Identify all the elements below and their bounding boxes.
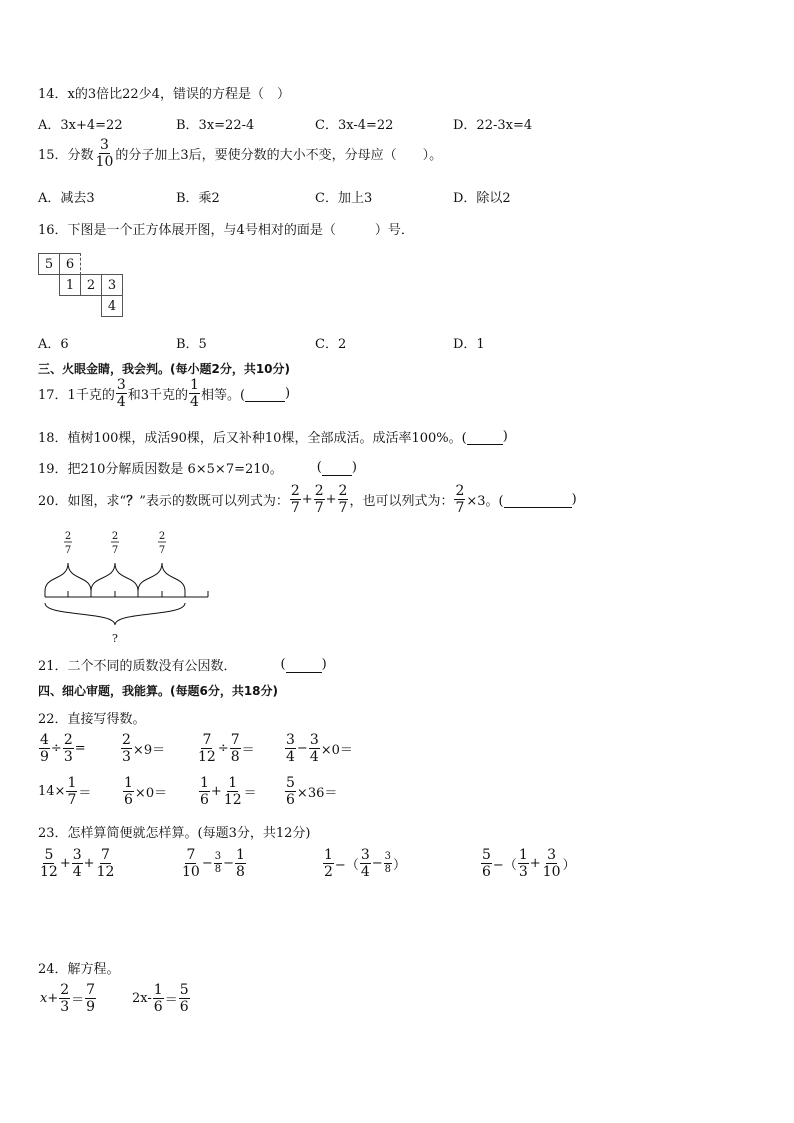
q23-stem: 23．怎样算简便就怎样算。(每题3分，共12分) [38,826,311,841]
q24-stem: 24．解方程。 [38,962,120,977]
q17-fraction-2: $\frac{1}{4}$ [190,377,199,410]
q15-option-c[interactable]: C．加上3 [315,191,373,206]
brace-label-2-numerator: 2 [111,531,119,542]
q14-option-a[interactable]: A．3x+4=22 [38,118,123,133]
q22-item-6: $\frac{1}{6}$ ×0＝ [124,775,168,808]
q22-stem: 22．直接写得数。 [38,712,146,727]
q15-option-d[interactable]: D．除以2 [453,191,511,206]
q20 [38,484,577,515]
q21-text: 21．二个不同的质数没有公因数． [38,659,237,674]
brace-label-3-numerator: 2 [158,531,166,542]
q15-stem [38,138,442,169]
q17-text-b: 和3千克的 [127,388,189,403]
q20-text-c: ，也可以列式为： [349,494,454,509]
q16-option-a[interactable]: A．6 [38,337,69,352]
section-4-heading: 四、细心审题，我能算。(每题6分，共18分) [38,684,279,698]
q21 [38,655,327,674]
q14-option-b[interactable]: B．3x=22-4 [176,118,255,133]
q21-answer-blank[interactable] [286,657,322,673]
q17-text-a: 17．1千克的 [38,388,115,403]
q20-close: ) [571,492,577,507]
brace-label-2-denominator: 7 [111,545,119,556]
q17-text-c: 相等。( [200,388,246,403]
q18-answer-blank[interactable] [467,429,503,445]
top-brace-2 [91,563,138,591]
q20-fraction-4: $\frac{2}{7}$ [455,483,465,516]
q14-option-d[interactable]: D．22-3x=4 [453,118,533,133]
q21-open: ( [280,657,286,672]
net-face-6: 6 [59,253,81,275]
number-line-ticks [45,591,208,597]
bottom-brace [45,603,185,625]
q23-expression-3: $\frac{1}{2}$ −（ $\frac{3}{4}$ − $\frac{3}{8}$ ） [324,847,407,880]
top-brace-1 [45,563,91,591]
q20-text-a: 20．如图，求“ [38,494,127,509]
brace-number-line-figure [38,525,218,650]
q16-stem: 16．下图是一个正方体展开图，与4号相对的面是（ ）号． [38,223,414,238]
q15-option-a[interactable]: A．减去3 [38,191,95,206]
q20-text-b: ”表示的数既可以列式为： [139,494,289,509]
net-face-3: 3 [101,274,123,296]
q19-text: 19．把210分解质因数是 6×5×7=210。 [38,462,283,477]
q20-question-mark: ？ [126,494,140,509]
q16-option-c[interactable]: C．2 [315,337,347,352]
q22-item-8: $\frac{5}{6}$ ×36＝ [286,775,338,808]
q20-answer-blank[interactable] [504,492,572,508]
q19 [38,458,357,477]
q21-close: ) [321,657,327,672]
q19-open: ( [316,460,322,475]
q17-fraction-1: $\frac{3}{4}$ [116,377,126,410]
q24-equation-1: x+ $\frac{2}{3}$ ＝ $\frac{7}{9}$ [40,982,96,1015]
q16-option-d[interactable]: D．1 [453,337,485,352]
brace-label-1-denominator: 7 [64,545,72,556]
q15-option-b[interactable]: B．乘2 [176,191,220,206]
q20-fraction-1: $\frac{2}{7}$ [290,483,300,516]
q19-close: ) [351,460,357,475]
q23-expression-1: $\frac{5}{12}$ + $\frac{3}{4}$ + $\frac{7}{12}$ [40,847,115,880]
net-face-5: 5 [38,253,60,275]
q16-option-b[interactable]: B．5 [176,337,207,352]
q22-item-7: $\frac{1}{6}$ + $\frac{1}{12}$ ＝ [200,775,257,808]
q20-times-3: ×3。( [466,494,504,509]
q17-answer-blank[interactable] [245,386,285,402]
q22-item-1: $\frac{4}{9}$ ÷ $\frac{2}{3}$ = [40,732,86,765]
brace-label-3-denominator: 7 [158,545,166,556]
q22-item-5: 14× $\frac{1}{7}$ ＝ [38,775,92,808]
net-face-2: 2 [80,274,102,296]
q17-text-d: ) [285,386,291,401]
q15-fraction: $\frac{3}{10}$ [95,137,114,170]
section-3-heading: 三、火眼金睛，我会判。(每小题2分，共10分) [38,362,291,376]
bottom-question-mark: ? [112,632,118,645]
q17 [38,378,290,409]
q24-equation-2: 2x- $\frac{1}{6}$ ＝ $\frac{5}{6}$ [132,982,189,1015]
q19-answer-blank[interactable] [322,460,352,476]
q14-stem: 14．x的3倍比22少4，错误的方程是（ ） [38,87,290,102]
q18-close: ) [502,429,508,444]
brace-label-1-numerator: 2 [64,531,72,542]
q22-item-4: $\frac{3}{4}$ − $\frac{3}{4}$ ×0＝ [286,732,353,765]
q15-suffix: 的分子加上3后，要使分数的大小不变，分母应（ ）。 [115,148,443,163]
q18 [38,427,508,446]
q20-plus-2: + [325,492,337,507]
q20-plus-1: + [301,492,313,507]
q20-fraction-2: $\frac{2}{7}$ [314,483,324,516]
q18-text: 18．植树100棵，成活90棵，后又补种10棵，全部成活。成活率100%。( [38,431,467,446]
q23-expression-4: $\frac{5}{6}$ −（ $\frac{1}{3}$ + $\frac{3}{10}$ ） [482,847,576,880]
q15-prefix: 15．分数 [38,148,94,163]
q20-fraction-3: $\frac{2}{7}$ [338,483,348,516]
net-face-1: 1 [59,274,81,296]
q14-option-c[interactable]: C．3x-4=22 [315,118,394,133]
top-brace-3 [138,563,185,591]
q22-item-2: $\frac{2}{3}$ ×9＝ [122,732,166,765]
q23-expression-2: $\frac{7}{10}$ − $\frac{3}{8}$ − $\frac{1}{8}$ [182,847,245,880]
q22-item-3: $\frac{7}{12}$ ÷ $\frac{7}{8}$ ＝ [198,732,255,765]
net-face-4: 4 [101,295,123,317]
